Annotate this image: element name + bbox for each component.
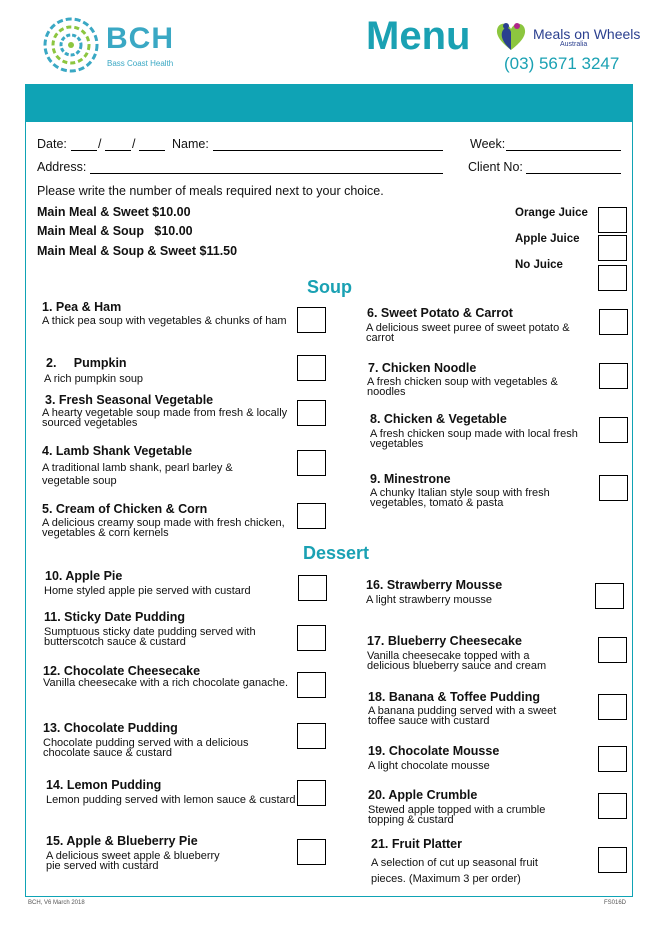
order-box-8[interactable] <box>599 417 628 443</box>
bch-logo-subtitle: Bass Coast Health <box>107 59 174 68</box>
menu-item-desc: A traditional lamb shank, pearl barley & vegetable soup <box>42 462 233 487</box>
juice-label-orange: Orange Juice <box>515 207 588 219</box>
order-box-5[interactable] <box>297 503 326 529</box>
order-box-6[interactable] <box>599 309 628 335</box>
menu-item-title: 1. Pea & Ham <box>42 300 122 314</box>
juice-box-orange[interactable] <box>598 207 627 233</box>
date-separator: / <box>132 137 136 151</box>
price-soup-sweet: Main Meal & Soup & Sweet $11.50 <box>37 244 238 258</box>
menu-item-title: 14. Lemon Pudding <box>46 778 162 792</box>
order-box-20[interactable] <box>598 793 627 819</box>
juice-box-apple[interactable] <box>598 235 627 261</box>
menu-item-desc: A banana pudding served with a sweet toffee sauce with custard <box>368 705 557 727</box>
address-label: Address: <box>37 160 87 174</box>
order-box-17[interactable] <box>598 637 627 663</box>
menu-item-title: 11. Sticky Date Pudding <box>44 610 186 624</box>
menu-item-title: 2. Pumpkin <box>46 356 127 370</box>
date-separator: / <box>98 137 102 151</box>
menu-item-desc: A selection of cut up seasonal fruit pieces. (Maximum 3 per order) <box>371 857 538 885</box>
date-day-field[interactable] <box>71 150 97 151</box>
menu-item-desc: Sumptuous sticky date pudding served with butterscotch sauce & custard <box>44 626 256 648</box>
instruction-text: Please write the number of meals required next to your choice. <box>37 184 384 198</box>
menu-item-desc: A fresh chicken soup made with local fresh vegetables <box>370 428 578 450</box>
order-box-15[interactable] <box>297 839 326 865</box>
menu-item-title: 13. Chocolate Pudding <box>43 721 178 735</box>
menu-item-title: 12. Chocolate Cheesecake <box>43 664 201 678</box>
order-box-11[interactable] <box>297 625 326 651</box>
menu-item-desc: A chunky Italian style soup with fresh vegetables, tomato & pasta <box>370 487 550 509</box>
client-number-label: Client No: <box>468 160 523 174</box>
juice-box-none[interactable] <box>598 265 627 291</box>
meals-on-wheels-country: Australia <box>560 41 588 48</box>
price-sweet: Main Meal & Sweet $10.00 <box>37 205 191 219</box>
date-year-field[interactable] <box>139 150 165 151</box>
menu-item-desc: A light chocolate mousse <box>368 760 490 772</box>
menu-item-desc: A delicious sweet apple & blueberry pie served with custard <box>46 850 220 872</box>
menu-item-title: 9. Minestrone <box>370 472 451 486</box>
menu-item-title: 17. Blueberry Cheesecake <box>367 634 522 648</box>
menu-item-title: 6. Sweet Potato & Carrot <box>367 306 513 320</box>
name-field[interactable] <box>213 150 443 151</box>
dessert-heading: Dessert <box>303 543 370 563</box>
menu-item-desc: A delicious sweet puree of sweet potato & carrot <box>366 322 570 344</box>
meals-on-wheels-name: Meals on Wheels <box>533 26 641 42</box>
menu-item-title: 15. Apple & Blueberry Pie <box>46 834 198 848</box>
order-box-21[interactable] <box>598 847 627 873</box>
order-box-4[interactable] <box>297 450 326 476</box>
address-field[interactable] <box>90 173 443 174</box>
menu-item-title: 16. Strawberry Mousse <box>366 578 503 592</box>
menu-item-desc: A light strawberry mousse <box>366 594 492 606</box>
menu-item-desc: Lemon pudding served with lemon sauce & custard <box>46 794 296 806</box>
menu-item-title: 3. Fresh Seasonal Vegetable <box>45 393 214 407</box>
menu-item-desc: Home styled apple pie served with custard <box>44 585 251 597</box>
menu-item-desc: A thick pea soup with vegetables & chunks of ham <box>42 315 287 327</box>
week-field[interactable] <box>506 150 621 151</box>
footer-form-code: FS016D <box>604 900 627 906</box>
order-box-1[interactable] <box>297 307 326 333</box>
order-box-7[interactable] <box>599 363 628 389</box>
menu-item-title: 18. Banana & Toffee Pudding <box>368 690 541 704</box>
date-month-field[interactable] <box>105 150 131 151</box>
order-box-16[interactable] <box>595 583 624 609</box>
menu-item-title: 5. Cream of Chicken & Corn <box>42 502 208 516</box>
order-box-10[interactable] <box>298 575 327 601</box>
menu-item-title: 4. Lamb Shank Vegetable <box>42 444 193 458</box>
bch-logo-text: BCH <box>106 22 174 55</box>
client-number-field[interactable] <box>526 173 621 174</box>
menu-item-desc: A fresh chicken soup with vegetables & noodles <box>367 376 558 398</box>
week-label: Week: <box>470 137 506 151</box>
order-box-2[interactable] <box>297 355 326 381</box>
menu-item-desc: Stewed apple topped with a crumble topping & custard <box>368 804 546 826</box>
order-box-13[interactable] <box>297 723 326 749</box>
menu-item-desc: A hearty vegetable soup made from fresh & locally sourced vegetables <box>42 407 288 429</box>
order-box-9[interactable] <box>599 475 628 501</box>
date-label: Date: <box>37 137 67 151</box>
menu-item-title: 20. Apple Crumble <box>368 788 478 802</box>
juice-label-apple: Apple Juice <box>515 233 580 245</box>
bch-logo-mark-icon <box>42 16 100 74</box>
menu-item-desc: Chocolate pudding served with a delicious chocolate sauce & custard <box>43 737 249 759</box>
name-label: Name: <box>172 137 209 151</box>
juice-label-none: No Juice <box>515 259 563 271</box>
menu-item-title: 10. Apple Pie <box>45 569 123 583</box>
menu-item-title: 8. Chicken & Vegetable <box>370 412 507 426</box>
header-bar <box>25 84 633 122</box>
menu-item-desc: Vanilla cheesecake with a rich chocolate ganache. <box>43 677 289 689</box>
menu-item-title: 19. Chocolate Mousse <box>368 744 500 758</box>
page-title: Menu <box>366 14 471 58</box>
menu-item-title: 7. Chicken Noodle <box>368 361 477 375</box>
price-soup: Main Meal & Soup $10.00 <box>37 224 193 238</box>
menu-item-desc: Vanilla cheesecake topped with a delicious blueberry sauce and cream <box>367 650 547 672</box>
menu-item-title: 21. Fruit Platter <box>371 837 462 851</box>
order-box-14[interactable] <box>297 780 326 806</box>
menu-item-desc: A delicious creamy soup made with fresh chicken, vegetables & corn kernels <box>42 517 285 539</box>
order-box-19[interactable] <box>598 746 627 772</box>
footer-version: BCH, V6 March 2018 <box>28 900 85 906</box>
menu-item-desc: A rich pumpkin soup <box>44 373 144 385</box>
soup-heading: Soup <box>307 277 352 297</box>
meals-on-wheels-heart-icon <box>494 20 528 52</box>
order-box-18[interactable] <box>598 694 627 720</box>
order-box-3[interactable] <box>297 400 326 426</box>
order-box-12[interactable] <box>297 672 326 698</box>
phone-number: (03) 5671 3247 <box>504 54 620 73</box>
